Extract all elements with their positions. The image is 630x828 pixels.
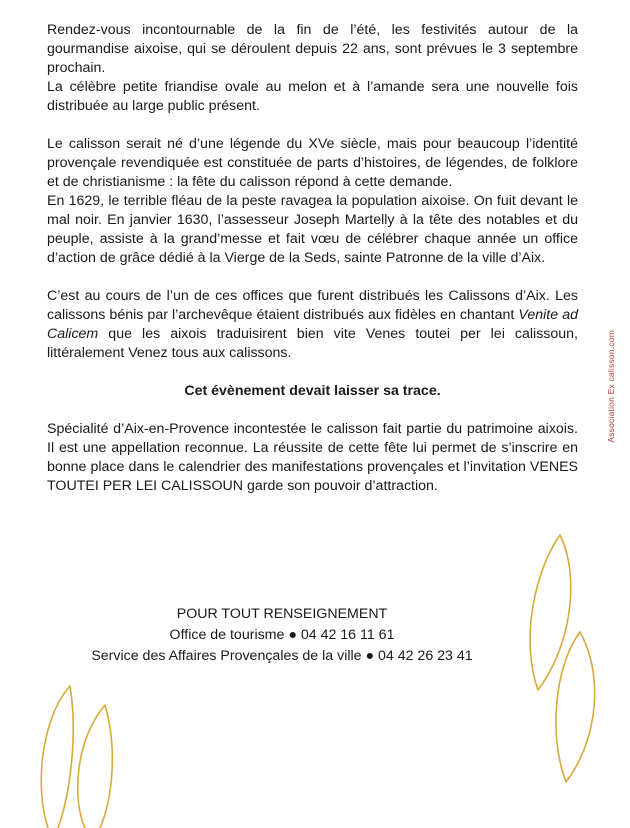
leaf-right-upper [530,535,571,690]
contact-heading: POUR TOUT RENSEIGNEMENT [176,606,388,622]
origin-text-end: que les aixois traduisirent bien vite Venes toutei per lei calissoun, littéralement Venez tous aux calissons. [47,326,578,361]
paragraph-intro [47,21,578,116]
side-credit: Association Ex calisson.com [606,330,616,443]
intro-sentence-1: Rendez-vous incontournable de la fin de l’été, les festivités autour de la gourmandise aixoise, qui se déroulent depuis 22 ans, sont prévues le 3 septembre prochain. [47,22,578,76]
highlight-sentence: Cet évènement devait laisser sa trace. [184,383,441,399]
contact-tourism-office: Office de tourisme ● 04 42 16 11 61 [169,627,395,643]
history-plague: En 1629, le terrible fléau de la peste ravagea la population aixoise. On fuit devant le mal noir. En janvier 1630, l’assesseur Joseph Martelly à la tête des notables et du peuple, assiste à la grand’messe et fait vœu de célébrer chaque année un office d’action de grâce dédié à la Vierge de la Seds, sainte Patronne de la ville d’Aix. [47,193,578,266]
paragraph-origin [47,287,578,363]
origin-text-start: C’est au cours de l’un de ces offices que furent distribués les Calissons d’Aix. Les calissons bénis par l’archevêque étaient distribués aux fidèles en chantant [47,288,578,323]
paragraph-heritage: Spécialité d’Aix-en-Provence incontestée le calisson fait partie du patrimoine aixois. Il est une appellation reconnue. La réussite de cette fête lui permet de s’inscrire en bonne place dans le calendrier des manifestations provençales et l’invitation VENES TOUTEI PER LEI CALISSOUN garde son pouvoir d’attraction. [47,421,578,494]
leaf-right-lower [556,632,595,782]
article-body [47,21,578,515]
leaf-left-outer [41,686,73,828]
contact-block [47,604,517,667]
leaf-left-inner [78,705,113,828]
paragraph-history [47,135,578,268]
intro-sentence-2: La célèbre petite friandise ovale au melon et à l’amande sera une nouvelle fois distribuée au large public présent. [47,79,578,114]
contact-provencal-affairs: Service des Affaires Provençales de la ville ● 04 42 26 23 41 [91,648,473,664]
origin-latin-phrase: Venite ad Calicem [47,307,578,342]
history-legend: Le calisson serait né d’une légende du XVe siècle, mais pour beaucoup l’identité provençale revendiquée est constituée de parts d’histoires, de légendes, de folklore et de christianisme : la fête du calisson répond à cette demande. [47,136,578,190]
